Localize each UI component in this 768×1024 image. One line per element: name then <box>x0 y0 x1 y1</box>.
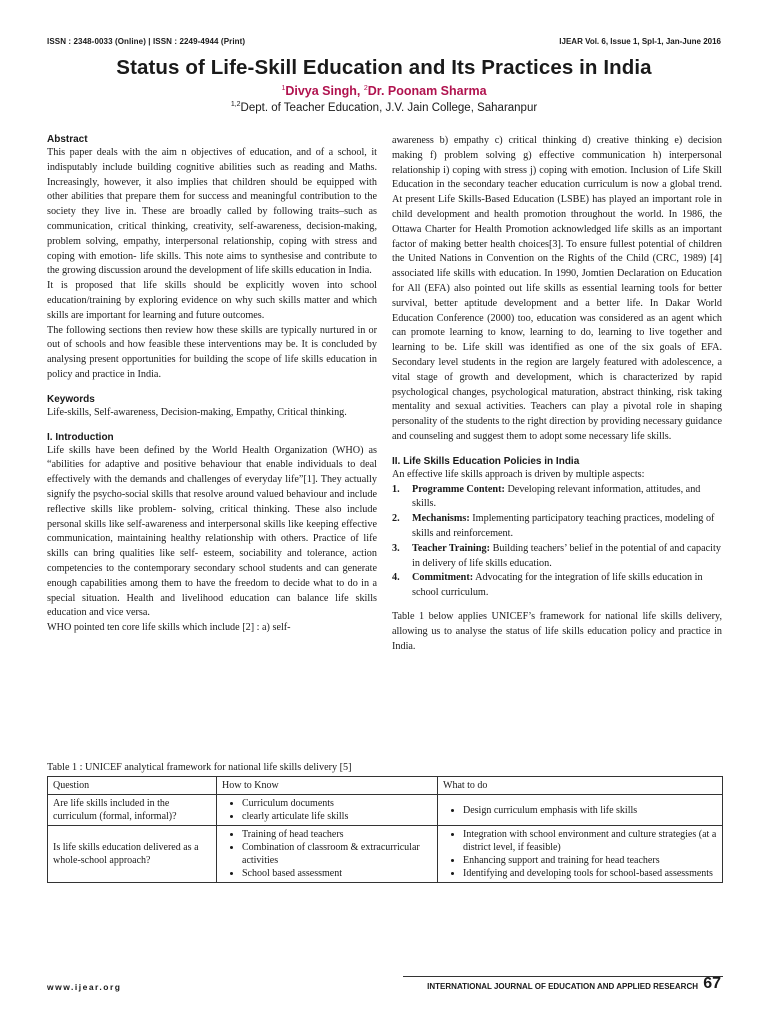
table-cell-how: • Curriculum documents • clearly articulate life skills <box>217 795 438 826</box>
left-column <box>47 134 377 636</box>
keywords-heading: Keywords <box>47 393 95 405</box>
column-header-question: Question <box>48 777 217 795</box>
section2-paragraph-2: Table 1 below applies UNICEF’s framework for national life skills delivery, allowing us to analyse the status of life skills education policy and practice in India. <box>392 610 722 652</box>
column-header-what: What to do <box>438 777 723 795</box>
authors <box>0 84 768 98</box>
abstract-heading: Abstract <box>47 134 88 145</box>
table-cell-what: • Design curriculum emphasis with life skills <box>438 795 723 826</box>
abstract-paragraph-3: The following sections then review how these skills are typically nurtured in or out of schools and how feasible these interventions may be. It is concluded by analysing present opportunities for building the scope of life skills education in policy and practice in India. <box>47 324 377 380</box>
issn-header: ISSN : 2348-0033 (Online) | ISSN : 2249-4944 (Print) <box>47 37 246 46</box>
author-2-name: Dr. Poonam Sharma <box>367 84 487 98</box>
affiliation-text: Dept. of Teacher Education, J.V. Jain College, Saharanpur <box>240 101 538 114</box>
page-number: 67 <box>703 975 721 992</box>
table-caption: Table 1 : UNICEF analytical framework for national life skills delivery [5] <box>47 762 352 773</box>
right-column <box>392 134 722 654</box>
author-2-affil: 2 <box>363 84 368 92</box>
introduction-heading: I. Introduction <box>47 431 114 443</box>
table-cell-how: • Training of head teachers • Combination of classroom & extracurricular activities • School based assessment <box>217 826 438 883</box>
footer-divider <box>403 976 723 977</box>
section2-intro: An effective life skills approach is driven by multiple aspects: <box>392 468 645 480</box>
list-item: 3. Teacher Training: Building teachers’ belief in the potential of and capacity in delivery of life skills education. <box>392 542 721 569</box>
table-cell-question: Is life skills education delivered as a whole-school approach? <box>48 826 217 883</box>
table-cell-question: Are life skills included in the curriculum (formal, informal)? <box>48 795 217 826</box>
unicef-framework-table <box>47 776 723 883</box>
table-row <box>48 795 723 826</box>
abstract-paragraph-1: This paper deals with the aim n objectives of education, and of a school, it indisputably include building cognitive abilities such as reading and Maths. Increasingly, however, it also implies that children should be equipped with other abilities that prepare them for success and meaningful contribution to the society they live in. These are broadly called by following traits–such as communication, critical thinking, creativity, self-awareness, decision-making, problem solving, empathy, interpersonal relationship, coping with stress and coping with emotion- life skills. This note aims to synthesise and contribute to the growing discussion around the development of life skills education in India. <box>47 147 377 277</box>
paper-title: Status of Life-Skill Education and Its Practices in India <box>116 56 652 79</box>
list-item: 2. Mechanisms: Implementing participatory teaching practices, modeling of skills and reinforcement. <box>392 513 715 539</box>
policy-list <box>392 483 722 601</box>
table-cell-what: • Integration with school environment and culture strategies (at a district level, if feasible) • Enhancing support and training for head teachers • Identifying and developing tools for school-based assessments <box>438 826 723 883</box>
introduction-paragraph-3: awareness b) empathy c) critical thinking d) creative thinking e) decision making f) problem solving g) effective communication h) interpersonal relationship i) coping with stress j) coping with emotion. Inclusion of Life Skill Education in the secondary teacher education curriculum is now a global trend. At present Life Skills-Based Education (LSBE) has played an important role in child development and health promotion throughout the world. In 1986, the Ottawa Charter for Health Promotion acknowledged life skills as an important factor of making better health choices[3]. To ensure fullest potential of children the United Nations in Convention on the Rights of the Child (CRC, 1989) [4] associated life skills with education. In 1990, Jomtien Declaration on Education for All (EFA) also pointed out life skills as essential learning tools for better survival, better aptitude development and a better life. In Dakar World Education Conference (2000) too, education was considered as an agent which can promote learning to know, learning to do, learning to live together and learning to be. Life skill was identified as one of the six goals of EFA. Secondary level students in the region are largely featured with adolescence, a vital stage of growth and development, which is characterized by rapid psychological changes, psychological maturation, abstract thinking, risk taking mentality and sexual activities. Teachers can play a pivotal role in shaping personality of the students to the right direction by providing necessary guidance and counseling and suggest them to adopt some necessary life skills. <box>392 135 722 442</box>
table-block <box>47 762 723 883</box>
introduction-paragraph-2: WHO pointed ten core life skills which include [2] : a) self- <box>47 622 291 634</box>
table-header-row <box>48 777 723 795</box>
journal-issue-header: IJEAR Vol. 6, Issue 1, Spl-1, Jan-June 2016 <box>559 37 721 46</box>
introduction-paragraph-1: Life skills have been defined by the World Health Organization (WHO) as “abilities for adaptive and positive behaviour that enable individuals to deal effectively with the demands and challenges of everyday life”[1]. They actually signify the psycho-social skills that resolve around valued behaviour and include reflective skills like problem- solving, critical thinking. These also include personal skills like self-awareness and interpersonal skills like keeping effective communication, maintaining healthy relationship with others. Practice of life skills can bring qualities like self- esteem, sociability and tolerance, action competencies to the contemporary secondary school students and can generate enough capabilities among them to have the freedom to decide what to do in a special situation. Health and livelihood education can balance life skills education and vice versa. <box>47 444 377 619</box>
journal-name-footer: INTERNATIONAL JOURNAL OF EDUCATION AND APPLIED RESEARCH <box>427 982 698 991</box>
abstract-paragraph-2: It is proposed that life skills should be explicitly woven into school education/training by exploring evidence on why such skills matter and which skills are important for learning and future outcomes. <box>47 280 377 321</box>
affiliation <box>0 101 768 114</box>
keywords-text: Life-skills, Self-awareness, Decision-making, Empathy, Critical thinking. <box>47 406 347 418</box>
column-header-how: How to Know <box>217 777 438 795</box>
journal-website: www.ijear.org <box>47 982 122 992</box>
list-item: 1. Programme Content: Developing relevant information, attitudes, and skills. <box>392 483 701 510</box>
author-1-affil: 1 <box>281 84 286 92</box>
table-row <box>48 826 723 883</box>
author-1-name: Divya Singh, <box>285 84 364 98</box>
affiliation-sup: 1,2 <box>230 101 241 108</box>
section2-heading: II. Life Skills Education Policies in India <box>392 455 580 467</box>
list-item: 4. Commitment: Advocating for the integration of life skills education in school curriculum. <box>392 572 703 599</box>
